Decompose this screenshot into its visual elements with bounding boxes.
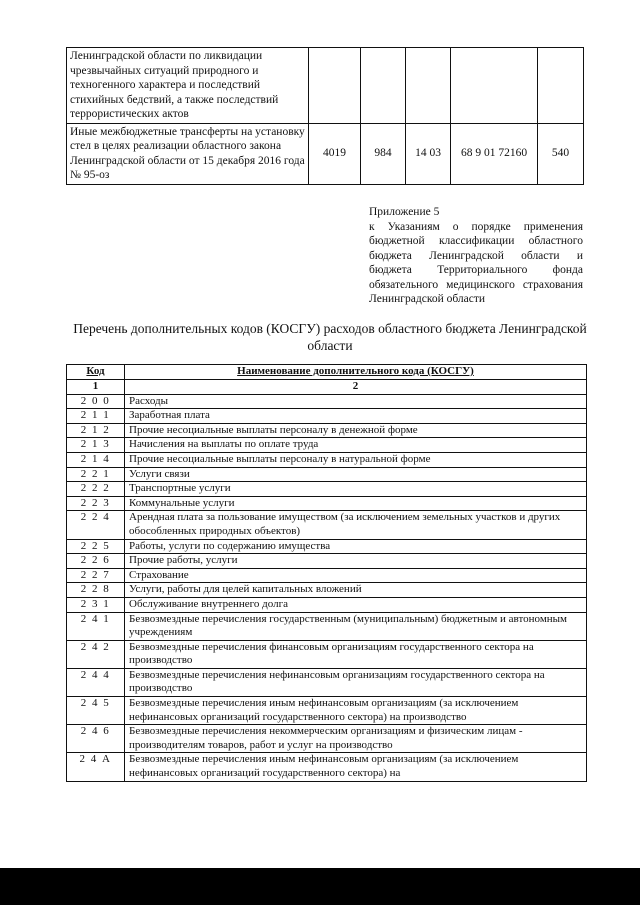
table-row [67,496,587,511]
table-row [67,583,587,598]
kosgu-name: Безвозмездные перечисления некоммерческим организациям и физическим лицам - производителям товаров, работ и услуг на производство [125,725,587,753]
value-cell: 540 [538,123,584,184]
table-row [67,452,587,467]
kosgu-name: Прочие несоциальные выплаты персоналу в денежной форме [125,423,587,438]
table-row [67,409,587,424]
kosgu-code: 2 2 6 [67,554,125,569]
kosgu-code: 2 4 2 [67,640,125,668]
value-cell [538,48,584,124]
kosgu-name: Безвозмездные перечисления государственным (муниципальным) бюджетным и автономным учреждениям [125,612,587,640]
kosgu-code: 2 4 4 [67,668,125,696]
kosgu-name: Услуги связи [125,467,587,482]
value-cell: 68 9 01 72160 [451,123,538,184]
value-cell [406,48,451,124]
value-cell [361,48,406,124]
table-row [67,438,587,453]
table-row [67,482,587,497]
table-row [67,725,587,753]
appendix-body: к Указаниям о порядке применения бюджетной классификации областного бюджета Ленинградской области и бюджета Территориального фонда обязательного медицинского страхования Ленинградской области [369,220,583,305]
kosgu-code: 2 1 4 [67,452,125,467]
appendix-note [369,205,583,307]
kosgu-name: Обслуживание внутреннего долга [125,597,587,612]
kosgu-code: 2 2 8 [67,583,125,598]
appendix-title: Приложение 5 [369,206,440,218]
table-row [67,612,587,640]
table-row [67,597,587,612]
table-header-row [67,365,587,380]
kosgu-code: 2 1 3 [67,438,125,453]
value-cell: 984 [361,123,406,184]
kosgu-name: Безвозмездные перечисления иным нефинансовым организациям (за исключением нефинансовых организаций государственного сектора) на производство [125,697,587,725]
kosgu-name: Заработная плата [125,409,587,424]
value-cell: 4019 [309,123,361,184]
table-row [67,539,587,554]
table-row [67,123,584,184]
kosgu-code: 2 2 2 [67,482,125,497]
column-number: 2 [125,380,587,395]
table-row [67,753,587,781]
kosgu-codes-table [66,364,587,782]
transfer-name-cell: Ленинградской области по ликвидации чрезвычайных ситуаций природного и техногенного характера и последствий стихийных бедствий, а также последствий террористических актов [67,48,309,124]
value-cell [309,48,361,124]
scan-edge-bar [0,868,640,905]
table-row [67,423,587,438]
kosgu-code: 2 4 6 [67,725,125,753]
column-header-code: Код [67,365,125,380]
transfer-name-cell: Иные межбюджетные трансферты на установку стел в целях реализации областного закона Ленинградской области от 15 декабря 2016 года № 95-оз [67,123,309,184]
kosgu-name: Безвозмездные перечисления нефинансовым организациям государственного сектора на производство [125,668,587,696]
kosgu-code: 2 3 1 [67,597,125,612]
table-row [67,48,584,124]
kosgu-code: 2 1 2 [67,423,125,438]
column-numbers-row [67,380,587,395]
kosgu-code: 2 4 А [67,753,125,781]
document-title: Перечень дополнительных кодов (КОСГУ) расходов областного бюджета Ленинградской области [73,321,587,353]
value-cell [451,48,538,124]
kosgu-name: Начисления на выплаты по оплате труда [125,438,587,453]
kosgu-code: 2 0 0 [67,394,125,409]
column-header-name: Наименование дополнительного кода (КОСГУ) [125,365,587,380]
kosgu-name: Коммунальные услуги [125,496,587,511]
table-row [67,467,587,482]
kosgu-name: Услуги, работы для целей капитальных вложений [125,583,587,598]
kosgu-name: Безвозмездные перечисления финансовым организациям государственного сектора на производство [125,640,587,668]
table-row [67,668,587,696]
kosgu-name: Страхование [125,568,587,583]
kosgu-code: 2 2 4 [67,511,125,539]
column-number: 1 [67,380,125,395]
kosgu-code: 2 2 7 [67,568,125,583]
kosgu-code: 2 2 1 [67,467,125,482]
kosgu-name: Арендная плата за пользование имуществом (за исключением земельных участков и других обособленных природных объектов) [125,511,587,539]
table-row [67,554,587,569]
table-row [67,697,587,725]
kosgu-code: 2 2 3 [67,496,125,511]
kosgu-code: 2 2 5 [67,539,125,554]
kosgu-name: Безвозмездные перечисления иным нефинансовым организациям (за исключением нефинансовых организаций государственного сектора) на [125,753,587,781]
kosgu-code: 2 4 1 [67,612,125,640]
table-row [67,640,587,668]
table-row [67,394,587,409]
table-row [67,511,587,539]
kosgu-name: Прочие работы, услуги [125,554,587,569]
kosgu-code: 2 4 5 [67,697,125,725]
kosgu-name: Работы, услуги по содержанию имущества [125,539,587,554]
value-cell: 14 03 [406,123,451,184]
table-row [67,568,587,583]
budget-transfers-table [66,47,584,185]
kosgu-name: Прочие несоциальные выплаты персоналу в натуральной форме [125,452,587,467]
kosgu-name: Транспортные услуги [125,482,587,497]
kosgu-name: Расходы [125,394,587,409]
kosgu-code: 2 1 1 [67,409,125,424]
